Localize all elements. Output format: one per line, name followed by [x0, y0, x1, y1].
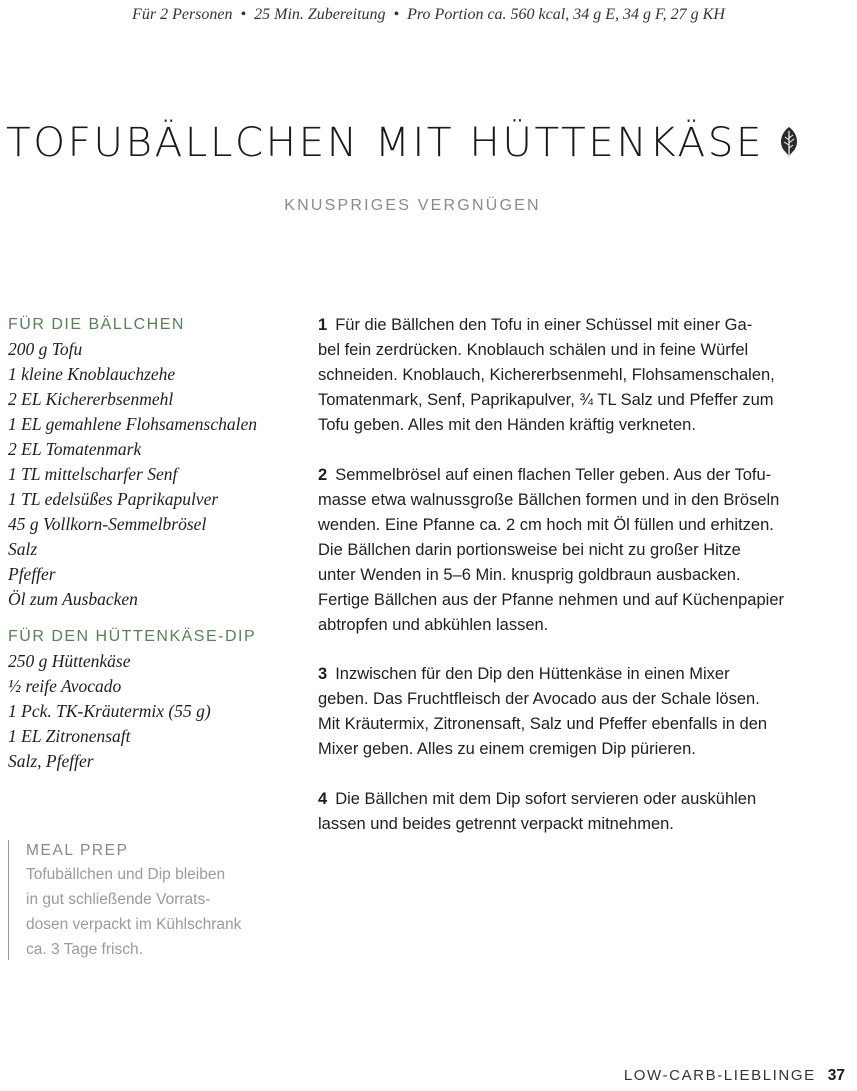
leaf-icon [778, 126, 800, 158]
meal-prep-text [26, 862, 296, 962]
step-line [318, 812, 848, 837]
step-text: lassen und beides getrennt verpackt mitnehmen. [318, 814, 674, 833]
step-number: 2 [318, 465, 328, 484]
instructions-column [318, 313, 848, 861]
balls-ingredient-list [8, 337, 298, 612]
ingredient-item: 1 TL edelsüßes Paprikapulver [8, 489, 219, 509]
prep-time: 25 Min. Zubereitung [254, 6, 386, 23]
recipe-subtitle: KNUSPRIGES VERGNÜGEN [284, 197, 541, 214]
dip-heading: FÜR DEN HÜTTENKÄSE-DIP [8, 628, 257, 645]
step-text: Tomatenmark, Senf, Paprikapulver, ¾ TL Salz und Pfeffer zum [318, 391, 774, 409]
footer-section: LOW-CARB-LIEBLINGE [623, 1067, 816, 1084]
step-line [318, 488, 848, 513]
step-text: Für die Bällchen den Tofu in einer Schüssel mit einer Ga- [335, 316, 753, 334]
step-line [318, 313, 848, 338]
step-number: 4 [318, 789, 328, 808]
step-line [318, 363, 848, 388]
meal-prep-heading: MEAL PREP [26, 842, 129, 859]
step-text: Die Bällchen darin portionsweise bei nicht zu großer Hitze [318, 540, 741, 559]
step-3 [318, 662, 848, 762]
meal-prep-line: Tofubällchen und Dip bleiben [26, 866, 226, 883]
step-text: masse etwa walnussgroße Bällchen formen und in den Bröseln [318, 490, 780, 509]
step-line [318, 588, 848, 613]
ingredient-item: 1 kleine Knoblauchzehe [8, 364, 176, 384]
step-line [318, 388, 848, 413]
ingredient-item: 200 g Tofu [8, 339, 83, 359]
step-line [318, 613, 848, 638]
step-line [318, 737, 848, 762]
meal-prep-line: dosen verpackt im Kühlschrank [26, 916, 242, 933]
recipe-meta [0, 6, 857, 24]
step-text: Mit Kräutermix, Zitronensaft, Salz und Pfeffer ebenfalls in den [318, 715, 768, 733]
step-text: Semmelbrösel auf einen flachen Teller geben. Aus der Tofu- [335, 465, 772, 484]
ingredients-column [8, 313, 298, 774]
step-text: geben. Das Fruchtfleisch der Avocado aus der Schale lösen. [318, 690, 760, 708]
meta-separator: • [240, 6, 247, 23]
meal-prep-line: ca. 3 Tage frisch. [26, 941, 143, 958]
step-number: 3 [318, 665, 328, 683]
step-text: wenden. Eine Pfanne ca. 2 cm hoch mit Öl füllen und erhitzen. [318, 515, 774, 534]
step-text: Inzwischen für den Dip den Hüttenkäse in einen Mixer [335, 665, 730, 683]
step-line [318, 712, 848, 737]
step-text: Tofu geben. Alles mit den Händen kräftig verkneten. [318, 416, 696, 434]
step-1 [318, 313, 848, 438]
ingredient-item: ½ reife Avocado [8, 676, 122, 696]
ingredient-item: 250 g Hüttenkäse [8, 651, 131, 671]
ingredient-item: 1 EL gemahlene Flohsamenschalen [8, 414, 258, 434]
step-line [318, 538, 848, 563]
page-number: 37 [827, 1067, 845, 1084]
step-2 [318, 463, 848, 638]
step-line [318, 563, 848, 588]
recipe-title: TOFUBÄLLCHEN MIT HÜTTENKÄSE [6, 118, 764, 166]
ingredient-item: 1 EL Zitronensaft [8, 726, 131, 746]
meal-prep-line: in gut schließende Vorrats- [26, 891, 211, 908]
ingredient-item: 2 EL Kichererbsenmehl [8, 389, 174, 409]
step-line [318, 463, 848, 488]
step-text: Die Bällchen mit dem Dip sofort servieren oder auskühlen [335, 789, 757, 808]
step-text: bel fein zerdrücken. Knoblauch schälen und in feine Würfel [318, 341, 749, 359]
step-line [318, 513, 848, 538]
step-text: Mixer geben. Alles zu einem cremigen Dip pürieren. [318, 740, 696, 758]
step-text: abtropfen und abkühlen lassen. [318, 615, 549, 634]
servings: Für 2 Personen [132, 6, 233, 23]
ingredient-item: 2 EL Tomatenmark [8, 439, 142, 459]
step-line [318, 338, 848, 363]
step-line [318, 413, 848, 438]
step-text: unter Wenden in 5–6 Min. knusprig goldbraun ausbacken. [318, 565, 741, 584]
step-line [318, 687, 848, 712]
balls-heading: FÜR DIE BÄLLCHEN [8, 316, 185, 333]
step-line [318, 662, 848, 687]
step-text: schneiden. Knoblauch, Kichererbsenmehl, Flohsamenschalen, [318, 366, 775, 384]
ingredient-item: Pfeffer [8, 564, 56, 584]
ingredient-item: Salz [8, 539, 38, 559]
meal-prep-box [8, 840, 296, 960]
dip-ingredient-list [8, 649, 298, 774]
step-number: 1 [318, 316, 328, 334]
step-text: Fertige Bällchen aus der Pfanne nehmen und auf Küchenpapier [318, 590, 784, 609]
meta-separator: • [393, 6, 400, 23]
ingredient-item: Öl zum Ausbacken [8, 589, 138, 609]
ingredient-item: 1 Pck. TK-Kräutermix (55 g) [8, 701, 211, 721]
ingredient-item: 1 TL mittelscharfer Senf [8, 464, 178, 484]
ingredient-item: 45 g Vollkorn-Semmelbrösel [8, 514, 207, 534]
step-line [318, 787, 848, 812]
step-4 [318, 787, 848, 837]
page-footer [624, 1067, 845, 1085]
nutrition: Pro Portion ca. 560 kcal, 34 g E, 34 g F, 27 g KH [407, 6, 725, 23]
recipe-title-row [6, 118, 800, 166]
ingredient-item: Salz, Pfeffer [8, 751, 94, 771]
